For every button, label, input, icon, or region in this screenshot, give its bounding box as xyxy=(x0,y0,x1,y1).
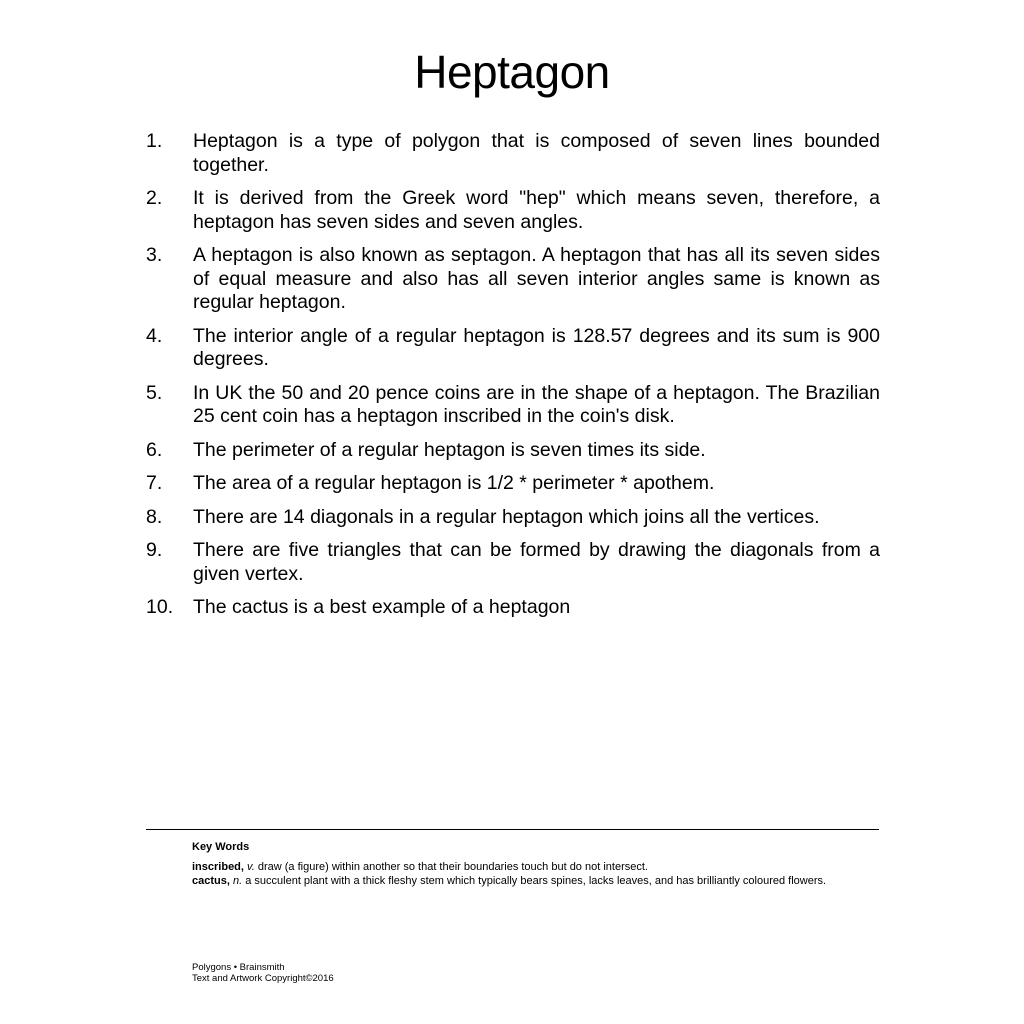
key-words-heading: Key Words xyxy=(192,841,250,853)
fact-text: The area of a regular heptagon is 1/2 * perimeter * apothem. xyxy=(193,472,715,494)
key-word-definition: draw (a figure) within another so that their boundaries touch but do not intersect. xyxy=(257,861,648,873)
fact-text: There are five triangles that can be formed by drawing the diagonals from a given vertex. xyxy=(193,539,880,585)
fact-item xyxy=(146,506,880,530)
footer xyxy=(192,962,334,984)
facts-list xyxy=(146,130,880,630)
footer-copyright: Text and Artwork Copyright©2016 xyxy=(192,973,334,984)
fact-number: 9. xyxy=(146,539,163,561)
fact-number: 5. xyxy=(146,381,163,404)
fact-item xyxy=(146,130,880,177)
fact-text: It is derived from the Greek word "hep" which means seven, therefore, a heptagon has seven sides and seven angles. xyxy=(193,187,880,233)
fact-text: In UK the 50 and 20 pence coins are in the shape of a heptagon. The Brazilian 25 cent coin has a heptagon inscribed in the coin's disk. xyxy=(193,381,880,427)
fact-item xyxy=(146,382,880,429)
fact-text: The perimeter of a regular heptagon is seven times its side. xyxy=(193,438,706,461)
key-word-entry xyxy=(192,874,882,888)
fact-item xyxy=(146,439,880,463)
fact-number: 7. xyxy=(146,472,163,494)
fact-item xyxy=(146,244,880,315)
footer-series: Polygons • Brainsmith xyxy=(192,962,285,973)
key-word-part-of-speech: n. xyxy=(232,875,243,887)
fact-item xyxy=(146,187,880,234)
fact-text: The cactus is a best example of a heptagon xyxy=(193,596,571,618)
fact-text: The interior angle of a regular heptagon is 128.57 degrees and its sum is 900 degrees. xyxy=(193,324,880,370)
key-word-term: inscribed, xyxy=(192,861,244,873)
fact-number: 3. xyxy=(146,244,163,266)
fact-item xyxy=(146,596,880,620)
fact-item xyxy=(146,325,880,372)
fact-item xyxy=(146,539,880,586)
divider xyxy=(146,829,879,830)
fact-number: 8. xyxy=(146,505,163,528)
key-words-section xyxy=(192,840,882,888)
key-word-term: cactus, xyxy=(192,875,230,887)
fact-text: Heptagon is a type of polygon that is composed of seven lines bounded together. xyxy=(193,130,880,176)
fact-number: 1. xyxy=(146,130,163,152)
key-word-definition: a succulent plant with a thick fleshy stem which typically bears spines, lacks leaves, and has brilliantly coloured flowers. xyxy=(245,875,827,887)
fact-number: 4. xyxy=(146,324,163,347)
fact-item xyxy=(146,472,880,496)
fact-text: There are 14 diagonals in a regular heptagon which joins all the vertices. xyxy=(193,505,820,528)
key-word-entry xyxy=(192,860,882,874)
fact-text: A heptagon is also known as septagon. A heptagon that has all its seven sides of equal measure and also has all seven interior angles same is known as regular heptagon. xyxy=(193,244,880,313)
fact-number: 10. xyxy=(146,596,174,618)
key-word-part-of-speech: v. xyxy=(247,861,255,873)
page-title: Heptagon xyxy=(414,46,610,98)
fact-number: 6. xyxy=(146,438,163,461)
fact-number: 2. xyxy=(146,187,163,209)
